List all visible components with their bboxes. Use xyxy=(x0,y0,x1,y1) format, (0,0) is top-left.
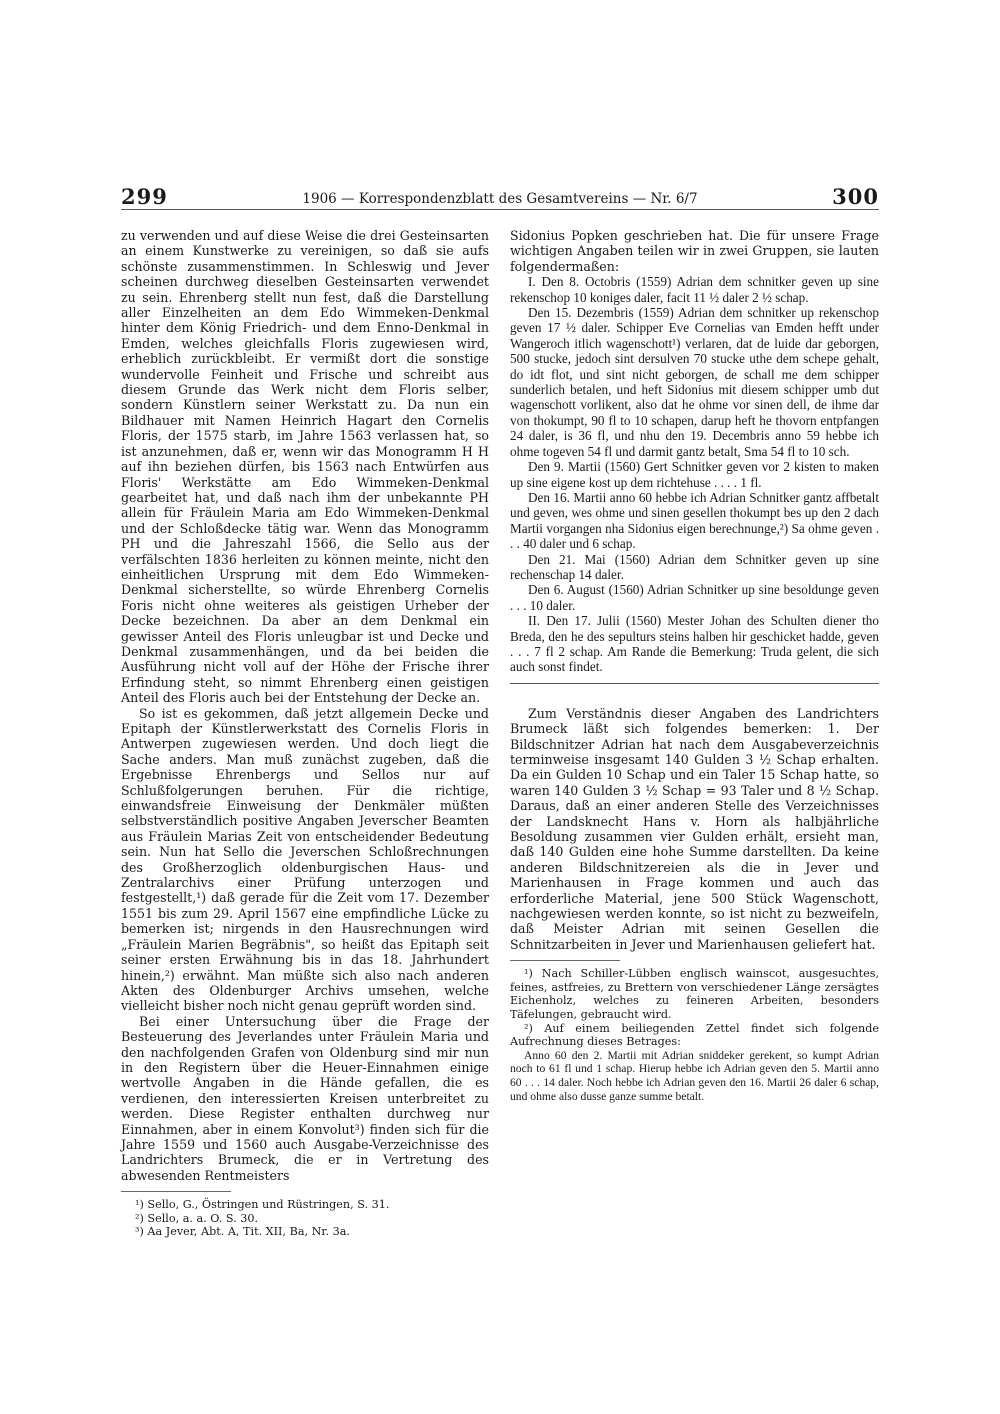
paragraph: Bei einer Untersuchung über die Frage der Besteuerung des Jeverlandes unter Fräulein Maria und den nachfolgenden Grafen von Oldenburg sind mir nun in den Registern über die Heuer-Einnahmen einige wertvolle Angaben in die Hände gefallen, die es verdienen, den interessierten Kreisen unterbreitet zu werden. Diese Register enthalten durchweg nur Einnahmen, aber in einem Konvolut³) finden sich für die Jahre 1559 und 1560 auch Ausgabe-Verzeichnisse des Landrichters Brumeck, die er in Vertretung des abwesenden Rentmeisters xyxy=(121,1013,489,1183)
page-number-left: 299 xyxy=(121,184,168,209)
footnote-separator xyxy=(510,960,620,961)
ledger-entry: Den 6. August (1560) Adrian Schnitker up sine besoldunge geven . . . 10 daler. xyxy=(510,582,879,613)
footnote-separator xyxy=(121,1191,231,1192)
footnotes-right xyxy=(510,960,879,1103)
footnote: ²) Auf einem beiliegenden Zettel findet sich folgende Aufrechnung dieses Betrages: xyxy=(510,1021,879,1049)
paragraph: zu verwenden und auf diese Weise die drei Gesteinsarten an einem Kunstwerke zu vereinigen, so daß sie aufs schönste zusammenstimmen. In Schleswig und Jever scheinen durchweg dieselben Gesteinsarten verwendet zu sein. Ehrenberg stellt nun fest, daß die Darstellung aller Einzelheiten an dem Edo Wimmeken-Denkmal hinter dem König Friedrich- und dem Enno-Denkmal in Emden, welches gleichfalls Floris zugewiesen wird, erheblich zurückbleibt. Er vermißt dort die sonstige wundervolle Feinheit und Frische und schreibt aus diesem Grunde das Werk nicht dem Floris selber, sondern Künstlern seiner Werkstatt zu. Da nun ein Bildhauer mit Namen Heinrich Hagart den Cornelis Floris, der 1575 starb, im Jahre 1563 verlassen hat, so ist anzunehmen, daß er, wenn wir das Monogramm H H auf ihn beziehen dürfen, bis 1563 nach Entwürfen aus Floris' Werkstätte am Edo Wimmeken-Denkmal gearbeitet hat, und daß nach ihm der unbekannte PH allein für Fräulein Maria am Edo Wimmeken-Denkmal und der Schloßdecke tätig war. Wenn das Monogramm PH und die Jahreszahl 1566, die Sello aus der verfälschten 1836 herleiten zu können meinte, nicht den einheitlichen Ursprung mit dem Edo Wimmeken-Denkmal sicherstellte, so würde Ehrenberg Cornelis Foris nicht ohne weiteres als geistigen Urheber der Decke bezeichnen. Da aber an dem Denkmal ein gewisser Anteil des Floris unleugbar ist und Decke und Denkmal zusammenhängen, und da bei beiden die Ausführung nicht voll auf der Höhe der Frische ihrer Erfindung steht, so nimmt Ehrenberg einen geistigen Anteil des Floris auch bei der Entstehung der Decke an. xyxy=(121,228,489,706)
right-column xyxy=(510,228,879,1103)
ledger-entry: Den 9. Martii (1560) Gert Schnitker geven vor 2 kisten to maken up sine eigene kost up dem richtehuse . . . . 1 fl. xyxy=(510,459,879,490)
running-title: 1906 — Korrespondenzblatt des Gesamtvereins — Nr. 6/7 xyxy=(302,191,698,207)
left-column xyxy=(121,228,489,1239)
page-header xyxy=(121,183,879,210)
paragraph: Sidonius Popken geschrieben hat. Die für unsere Frage wichtigen Angaben teilen wir in zwei Gruppen, sie lauten folgendermaßen: xyxy=(510,228,879,274)
ledger-entry: II. Den 17. Julii (1560) Mester Johan des Schulten diener tho Breda, den he des sepulturs steins halben hir geschicket hadde, geven . . . 7 fl 2 schap. Am Rande die Bemerkung: Truda gelent, die sich auch sonst findet. xyxy=(510,613,879,675)
footnotes-left xyxy=(121,1191,489,1239)
ledger-entries xyxy=(510,274,879,675)
ledger-entry: Den 21. Mai (1560) Adrian dem Schnitker geven up sine rechenschap 14 daler. xyxy=(510,551,879,582)
page-number-right: 300 xyxy=(832,184,879,209)
ledger-entry: Den 15. Dezembris (1559) Adrian dem schnitker up rekenschop geven 17 ½ daler. Schipper Eve Cornelias van Emden hefft under Wangeroch itlich wagenschott¹) verlaren, dat de luide dar geborgen, 500 stucke, jedoch sint dersulven 70 stucke uthe dem schepe gehalt, do idt flot, und sint nicht geborgen, de schall me dem schipper sunderlich betalen, und heft Sidonius mit diesem schipper umb dut wagenschott vorlikent, also dat he ohme vor sinen dell, de ihme dar von thokumpt, 90 fl to 10 schapen, darup heft he thovorn entpfangen 24 daler, is 36 fl, und nhu den 19. Decembris anno 59 hebbe ich ohme togeven 54 fl und darmit gantz betalt, Sma 54 fl to 10 sch. xyxy=(510,305,879,459)
paragraph: Zum Verständnis dieser Angaben des Landrichters Brumeck läßt sich folgendes bemerken: 1. Der Bildschnitzer Adrian hat nach dem Ausgabeverzeichnis terminweise insgesamt 140 Gulden 3 ½ Schap erhalten. Da ein Gulden 10 Schap und ein Taler 15 Schap hatte, so waren 140 Gulden 3 ½ Schap = 93 Taler und 8 ½ Schap. Daraus, daß an einer anderen Stelle des Verzeichnisses der Landsknecht Hans v. Horn als halbjährliche Besoldung zusammen vier Gulden erhält, ersieht man, daß 140 Gulden eine hohe Summe darstellten. Da keine anderen Bildschnitzereien als die in Jever und Marienhausen in Frage kommen und auch das erforderliche Material, jene 500 Stück Wagenschott, nachgewiesen werden konnte, so ist nicht zu bezweifeln, daß Meister Adrian mit seinen Gesellen die Schnitzarbeiten in Jever und Marienhausen geliefert hat. xyxy=(510,705,879,952)
footnote: ¹) Sello, G., Östringen und Rüstringen, S. 31. xyxy=(135,1198,390,1212)
footnote: ²) Sello, a. a. O. S. 30. xyxy=(135,1211,259,1225)
ledger-entry: Den 16. Martii anno 60 hebbe ich Adrian Schnitker gantz affbetalt und geven, wes ohme und sinen gesellen thokumpt bes up den 2 dach Martii vorgangen nha Sidonius eigen berechnunge,²) Sa ohme geven . . . 40 daler und 6 schap. xyxy=(510,489,879,552)
footnote: ¹) Nach Schiller-Lübben englisch wainscot, ausgesuchtes, feines, astfreies, zu Brettern von verschiedener Länge zersägtes Eichenholz, welches zu feineren Arbeiten, besonders Täfelungen, gebraucht wird. xyxy=(510,967,879,1022)
ledger-entry: I. Den 8. Octobris (1559) Adrian dem schnitker geven up sine rekenschop 10 koniges daler, facit 11 ½ daler 2 ½ schap. xyxy=(510,274,879,305)
paragraph: So ist es gekommen, daß jetzt allgemein Decke und Epitaph der Künstlerwerkstatt des Cornelis Floris in Antwerpen zugewiesen werden. Und doch liegt die Sache anders. Man muß zunächst zugeben, daß die Ergebnisse Ehrenbergs und Sellos nur auf Schlußfolgerungen beruhen. Für die richtige, einwandsfreie Einweisung der Denkmäler müßten selbstverständlich positive Angaben Jeverscher Beamten aus Fräulein Marias Zeit von entscheidender Bedeutung sein. Nun hat Sello die Jeverschen Schloßrechnungen des Großherzoglich oldenburgischen Haus- und Zentralarchivs einer Prüfung unterzogen und festgestellt,¹) daß gerade für die Zeit vom 17. Dezember 1551 bis zum 29. April 1567 eine empfindliche Lücke zu bemerken ist; nirgends in den Hausrechnungen wird „Fräulein Marien Begräbnis", so heißt das Epitaph seit seiner ersten Erwähnung bis in das 18. Jahrhundert hinein,²) erwähnt. Man müßte sich also nach anderen Akten des Oldenburger Archivs umsehen, welche vielleicht bisher noch nicht genau geprüft worden sind. xyxy=(121,705,489,1014)
footnote: ³) Aa Jever, Abt. A, Tit. XII, Ba, Nr. 3a. xyxy=(135,1225,350,1239)
footnote-quote: Anno 60 den 2. Martii mit Adrian sniddeker gerekent, so kumpt Adrian noch to 61 fl und 1 schap. Hierup hebbe ich Adrian geven den 5. Martii anno 60 . . . 14 daler. Noch hebbe ich Adrian geven den 16. Martii 26 daler 6 schap, und ohme also dusse ganze summe betalt. xyxy=(510,1048,879,1103)
